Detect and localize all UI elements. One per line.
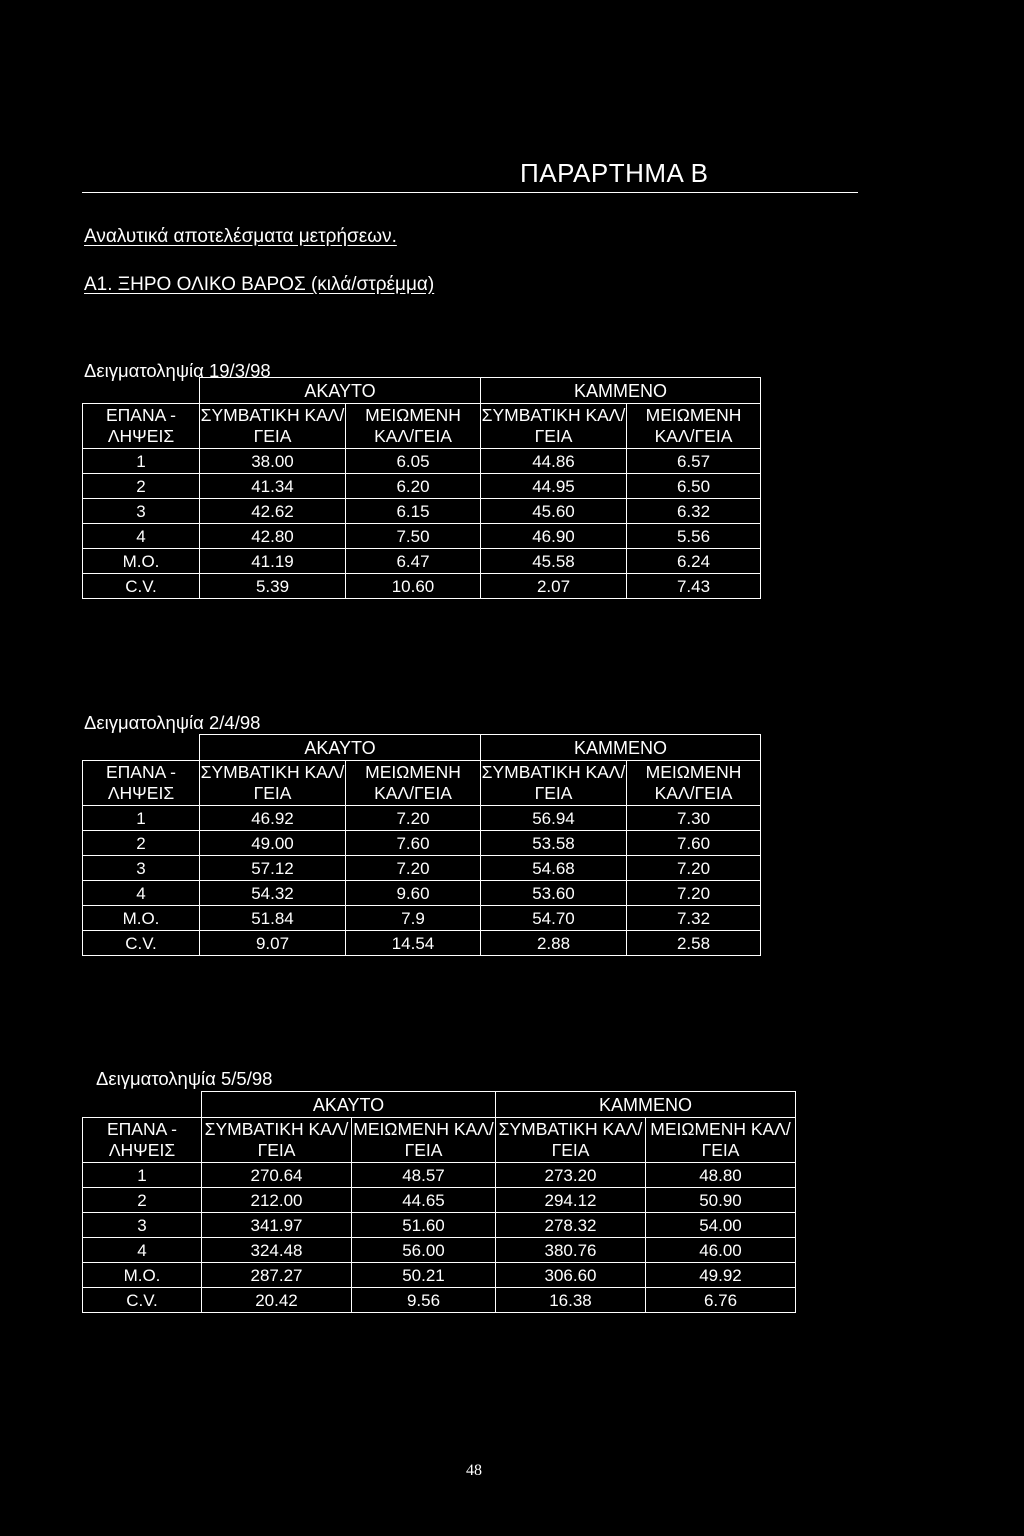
table-row	[83, 906, 761, 931]
header-conventional: ΣΥΜΒΑΤΙΚΗ ΚΑΛ/ΓΕΙΑ	[496, 1118, 646, 1163]
table-row	[83, 1188, 796, 1213]
table-row	[83, 449, 761, 474]
value-cell: 6.20	[346, 474, 481, 499]
sampling-date-2: Δειγματοληψία 2/4/98	[84, 712, 261, 733]
value-cell: 2.07	[481, 574, 627, 599]
section-title: Α1. ΞΗΡΟ ΟΛΙΚΟ ΒΑΡΟΣ (κιλά/στρέμμα)	[84, 274, 435, 295]
value-cell: 380.76	[496, 1238, 646, 1263]
row-label-cell: C.V.	[83, 931, 200, 956]
value-cell: 7.43	[627, 574, 761, 599]
row-label-cell: 2	[83, 831, 200, 856]
value-cell: 6.57	[627, 449, 761, 474]
table-row	[83, 1163, 796, 1188]
header-conventional: ΣΥΜΒΑΤΙΚΗ ΚΑΛ/ΓΕΙΑ	[200, 761, 346, 806]
value-cell: 41.34	[200, 474, 346, 499]
value-cell: 54.70	[481, 906, 627, 931]
value-cell: 6.05	[346, 449, 481, 474]
value-cell: 50.21	[352, 1263, 496, 1288]
value-cell: 6.24	[627, 549, 761, 574]
row-label-cell: M.O.	[83, 1263, 202, 1288]
value-cell: 54.00	[646, 1213, 796, 1238]
row-label-cell: C.V.	[83, 1288, 202, 1313]
value-cell: 7.30	[627, 806, 761, 831]
value-cell: 42.80	[200, 524, 346, 549]
value-cell: 45.60	[481, 499, 627, 524]
row-label-cell: 4	[83, 1238, 202, 1263]
value-cell: 53.58	[481, 831, 627, 856]
row-label-cell: M.O.	[83, 549, 200, 574]
header-replications: ΕΠΑΝΑ - ΛΗΨΕΙΣ	[83, 1118, 202, 1163]
value-cell: 287.27	[202, 1263, 352, 1288]
blank-cell	[83, 1092, 202, 1118]
value-cell: 6.32	[627, 499, 761, 524]
table-row	[83, 881, 761, 906]
row-label-cell: 1	[83, 449, 200, 474]
value-cell: 14.54	[346, 931, 481, 956]
table-row	[83, 1263, 796, 1288]
row-label-cell: 3	[83, 856, 200, 881]
value-cell: 53.60	[481, 881, 627, 906]
value-cell: 9.56	[352, 1288, 496, 1313]
blank-cell	[83, 378, 200, 404]
value-cell: 294.12	[496, 1188, 646, 1213]
sampling-date-3: Δειγματοληψία 5/5/98	[96, 1068, 273, 1089]
value-cell: 341.97	[202, 1213, 352, 1238]
row-label-cell: 1	[83, 1163, 202, 1188]
value-cell: 16.38	[496, 1288, 646, 1313]
value-cell: 7.9	[346, 906, 481, 931]
table-row	[83, 474, 761, 499]
group-header-burnt: ΚΑΜΜΕΝΟ	[481, 378, 761, 404]
value-cell: 46.00	[646, 1238, 796, 1263]
row-label-cell: 4	[83, 881, 200, 906]
value-cell: 46.90	[481, 524, 627, 549]
results-table-1	[82, 377, 761, 599]
value-cell: 278.32	[496, 1213, 646, 1238]
page-number: 48	[466, 1462, 482, 1479]
header-conventional: ΣΥΜΒΑΤΙΚΗ ΚΑΛ/ΓΕΙΑ	[200, 404, 346, 449]
header-reduced: ΜΕΙΩΜΕΝΗ ΚΑΛ/ΓΕΙΑ	[646, 1118, 796, 1163]
results-table-2	[82, 734, 761, 956]
value-cell: 7.32	[627, 906, 761, 931]
value-cell: 306.60	[496, 1263, 646, 1288]
table-body	[83, 1163, 796, 1313]
header-conventional: ΣΥΜΒΑΤΙΚΗ ΚΑΛ/ΓΕΙΑ	[481, 404, 627, 449]
value-cell: 56.94	[481, 806, 627, 831]
value-cell: 7.20	[346, 856, 481, 881]
value-cell: 7.20	[346, 806, 481, 831]
group-header-burnt: ΚΑΜΜΕΝΟ	[481, 735, 761, 761]
row-label-cell: 1	[83, 806, 200, 831]
value-cell: 7.20	[627, 881, 761, 906]
value-cell: 49.92	[646, 1263, 796, 1288]
row-label-cell: 2	[83, 474, 200, 499]
value-cell: 41.19	[200, 549, 346, 574]
header-replications: ΕΠΑΝΑ - ΛΗΨΕΙΣ	[83, 404, 200, 449]
table-row	[83, 499, 761, 524]
table-row	[83, 831, 761, 856]
group-header-unburnt: ΑΚΑΥΤΟ	[202, 1092, 496, 1118]
value-cell: 7.60	[627, 831, 761, 856]
value-cell: 7.20	[627, 856, 761, 881]
results-table-3	[82, 1091, 796, 1313]
value-cell: 9.60	[346, 881, 481, 906]
header-reduced: ΜΕΙΩΜΕΝΗ ΚΑΛ/ΓΕΙΑ	[346, 404, 481, 449]
value-cell: 10.60	[346, 574, 481, 599]
value-cell: 50.90	[646, 1188, 796, 1213]
appendix-title: ΠΑΡΑΡΤΗΜΑ Β	[520, 158, 709, 188]
subtitle: Αναλυτικά αποτελέσματα μετρήσεων.	[84, 226, 397, 247]
value-cell: 270.64	[202, 1163, 352, 1188]
value-cell: 9.07	[200, 931, 346, 956]
sampling-date-1: Δειγματοληψία 19/3/98	[84, 360, 271, 381]
value-cell: 5.39	[200, 574, 346, 599]
group-header-unburnt: ΑΚΑΥΤΟ	[200, 735, 481, 761]
value-cell: 46.92	[200, 806, 346, 831]
group-header-burnt: ΚΑΜΜΕΝΟ	[496, 1092, 796, 1118]
row-label-cell: 4	[83, 524, 200, 549]
row-label-cell: 2	[83, 1188, 202, 1213]
value-cell: 44.86	[481, 449, 627, 474]
value-cell: 6.15	[346, 499, 481, 524]
header-conventional: ΣΥΜΒΑΤΙΚΗ ΚΑΛ/ΓΕΙΑ	[481, 761, 627, 806]
table-row	[83, 524, 761, 549]
value-cell: 56.00	[352, 1238, 496, 1263]
title-rule	[82, 192, 858, 193]
header-conventional: ΣΥΜΒΑΤΙΚΗ ΚΑΛ/ΓΕΙΑ	[202, 1118, 352, 1163]
value-cell: 6.47	[346, 549, 481, 574]
row-label-cell: 3	[83, 1213, 202, 1238]
group-header-unburnt: ΑΚΑΥΤΟ	[200, 378, 481, 404]
value-cell: 6.50	[627, 474, 761, 499]
value-cell: 273.20	[496, 1163, 646, 1188]
value-cell: 44.65	[352, 1188, 496, 1213]
value-cell: 54.68	[481, 856, 627, 881]
value-cell: 51.84	[200, 906, 346, 931]
table-row	[83, 1238, 796, 1263]
table-body	[83, 449, 761, 599]
value-cell: 2.58	[627, 931, 761, 956]
value-cell: 5.56	[627, 524, 761, 549]
header-reduced: ΜΕΙΩΜΕΝΗ ΚΑΛ/ΓΕΙΑ	[627, 404, 761, 449]
table-row	[83, 549, 761, 574]
table-row	[83, 574, 761, 599]
header-reduced: ΜΕΙΩΜΕΝΗ ΚΑΛ/ΓΕΙΑ	[346, 761, 481, 806]
table-row	[83, 931, 761, 956]
value-cell: 2.88	[481, 931, 627, 956]
table-body	[83, 806, 761, 956]
row-label-cell: 3	[83, 499, 200, 524]
value-cell: 20.42	[202, 1288, 352, 1313]
value-cell: 7.60	[346, 831, 481, 856]
table-row	[83, 1288, 796, 1313]
table-row	[83, 1213, 796, 1238]
value-cell: 324.48	[202, 1238, 352, 1263]
header-reduced: ΜΕΙΩΜΕΝΗ ΚΑΛ/ΓΕΙΑ	[352, 1118, 496, 1163]
value-cell: 44.95	[481, 474, 627, 499]
value-cell: 42.62	[200, 499, 346, 524]
blank-cell	[83, 735, 200, 761]
value-cell: 48.80	[646, 1163, 796, 1188]
row-label-cell: M.O.	[83, 906, 200, 931]
table-row	[83, 856, 761, 881]
header-reduced: ΜΕΙΩΜΕΝΗ ΚΑΛ/ΓΕΙΑ	[627, 761, 761, 806]
value-cell: 38.00	[200, 449, 346, 474]
row-label-cell: C.V.	[83, 574, 200, 599]
value-cell: 212.00	[202, 1188, 352, 1213]
value-cell: 7.50	[346, 524, 481, 549]
value-cell: 6.76	[646, 1288, 796, 1313]
value-cell: 45.58	[481, 549, 627, 574]
value-cell: 51.60	[352, 1213, 496, 1238]
value-cell: 54.32	[200, 881, 346, 906]
header-replications: ΕΠΑΝΑ - ΛΗΨΕΙΣ	[83, 761, 200, 806]
value-cell: 49.00	[200, 831, 346, 856]
table-row	[83, 806, 761, 831]
value-cell: 57.12	[200, 856, 346, 881]
value-cell: 48.57	[352, 1163, 496, 1188]
